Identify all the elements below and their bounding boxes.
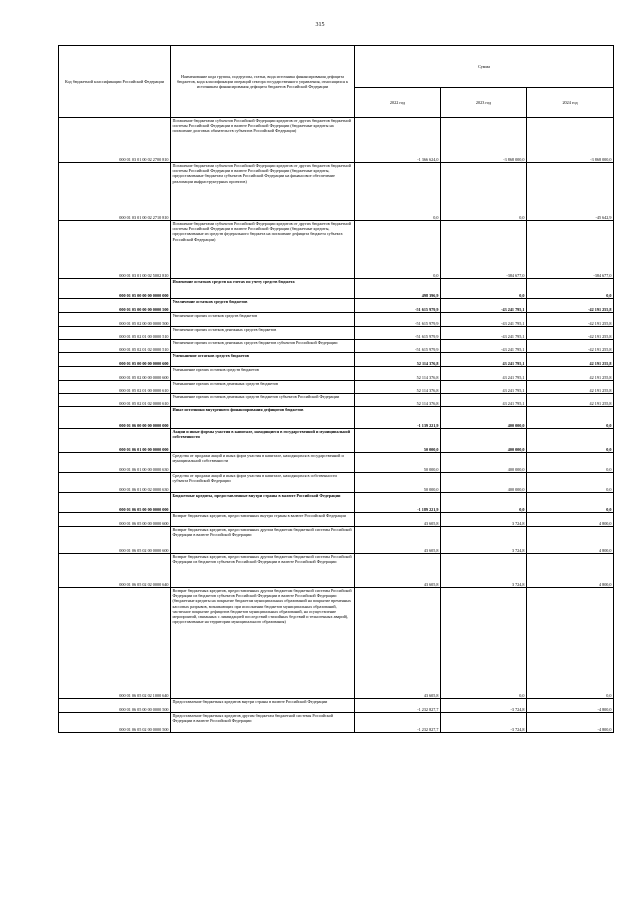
name-cell: Бюджетные кредиты, предоставленные внутри страны в валюте Российской Федерации bbox=[171, 493, 355, 513]
name-cell: Предоставление бюджетных кредитов внутри страны в валюте Российской Федерации bbox=[171, 699, 355, 713]
name-cell: Увеличение прочих остатков средств бюджетов bbox=[171, 313, 355, 327]
name-cell: Возврат бюджетных кредитов, предоставленных другим бюджетам бюджетной системы Российской Федерации из бюджетов субъектов Российской Федерации в валюте Российской Федерации (бюджетные кредиты на покрытие бюджетам муниципальных образований на покрытие временных кассовых разрывов, возникающих при исполнении бюджетов муниципальных образований, частичное покрытие дефицитов бюджетов муниципальных образований, на осуществление мероприятий, связанных с ликвидацией последствий стихийных бедствий и техногенных аварий), предоставленные на территории муниципального образования) bbox=[171, 588, 355, 699]
name-cell: Возврат бюджетных кредитов, предоставленных другим бюджетам бюджетной системы Российской Федерации в валюте Российской Федерации bbox=[171, 527, 355, 554]
name-cell: Иные источники внутреннего финансирования дефицитов бюджетов bbox=[171, 407, 355, 429]
value-2023-cell: -43 241 795,1 bbox=[441, 313, 527, 327]
name-cell: Возврат бюджетных кредитов, предоставленных другим бюджетам бюджетной системы Российской Федерации из бюджетов субъектов Российской Федерации в валюте Российской Федерации bbox=[171, 554, 355, 588]
value-2024-cell: 4 800,0 bbox=[527, 513, 614, 527]
table-row bbox=[59, 554, 614, 588]
budget-sources-table bbox=[58, 45, 614, 733]
value-2022-cell: 43 605,8 bbox=[355, 588, 441, 699]
value-2022-cell: -51 615 979,9 bbox=[355, 313, 441, 327]
value-2023-cell: 0,0 bbox=[441, 493, 527, 513]
code-cell: 000 01 06 05 00 00 0000 000 bbox=[59, 493, 171, 513]
table-row bbox=[59, 340, 614, 353]
header-code: Код бюджетной классификации Российской Федерации bbox=[59, 46, 171, 118]
code-cell: 000 01 06 01 00 00 0000 000 bbox=[59, 429, 171, 453]
value-2024-cell: 42 191 255,8 bbox=[527, 353, 614, 367]
page-number: 315 bbox=[315, 22, 325, 28]
value-2024-cell: -42 191 255,8 bbox=[527, 299, 614, 313]
value-2023-cell: -43 241 795,1 bbox=[441, 340, 527, 353]
value-2024-cell: 4 800,0 bbox=[527, 554, 614, 588]
code-cell: 000 01 06 05 02 00 0000 600 bbox=[59, 527, 171, 554]
header-name: Наименование кода группы, подгруппы, статьи, вида источника финансирования дефицита бюджетов, кода классификации операций сектора государственного управления, относящихся к источникам финансирования дефицита бюджетов Российской Федерации bbox=[171, 46, 355, 118]
code-cell: 000 01 06 05 00 00 0000 600 bbox=[59, 513, 171, 527]
name-cell: Средства от продажи акций и иных форм участия в капитале, находящихся в государственной и муниципальной собственности bbox=[171, 453, 355, 473]
name-cell: Уменьшение прочих остатков средств бюджетов bbox=[171, 367, 355, 381]
table-row bbox=[59, 493, 614, 513]
table-row bbox=[59, 699, 614, 713]
table-row bbox=[59, 513, 614, 527]
header-sum: Сумма bbox=[355, 46, 614, 88]
code-cell: 000 01 06 05 02 02 1000 640 bbox=[59, 588, 171, 699]
value-2022-cell: 498 396,9 bbox=[355, 279, 441, 299]
value-2023-cell: -3 724,8 bbox=[441, 699, 527, 713]
value-2023-cell: -384 677,0 bbox=[441, 221, 527, 279]
value-2022-cell: 0,0 bbox=[355, 221, 441, 279]
value-2022-cell: -1 139 221,9 bbox=[355, 407, 441, 429]
value-2022-cell: 43 605,8 bbox=[355, 527, 441, 554]
value-2023-cell: -43 241 795,1 bbox=[441, 299, 527, 313]
table-row bbox=[59, 353, 614, 367]
value-2024-cell: -4 800,0 bbox=[527, 699, 614, 713]
name-cell: Изменение остатков средств на счетах по учету средств бюджета bbox=[171, 279, 355, 299]
value-2022-cell: 52 114 376,8 bbox=[355, 394, 441, 407]
code-cell: 000 01 05 02 01 00 0000 610 bbox=[59, 381, 171, 394]
table-row bbox=[59, 381, 614, 394]
value-2024-cell: -42 191 255,8 bbox=[527, 340, 614, 353]
code-cell: 000 01 03 01 00 02 2710 810 bbox=[59, 163, 171, 221]
value-2022-cell: 0,0 bbox=[355, 163, 441, 221]
code-cell: 000 01 05 02 00 00 0000 500 bbox=[59, 313, 171, 327]
code-cell: 000 01 05 02 00 00 0000 600 bbox=[59, 367, 171, 381]
value-2024-cell: 42 191 255,8 bbox=[527, 381, 614, 394]
value-2024-cell: 0,0 bbox=[527, 429, 614, 453]
name-cell: Акции и иные формы участия в капитале, находящиеся в государственной и муниципальной собственности bbox=[171, 429, 355, 453]
value-2023-cell: 0,0 bbox=[441, 163, 527, 221]
header-year-2022: 2022 год bbox=[355, 88, 441, 118]
value-2022-cell: 43 605,8 bbox=[355, 513, 441, 527]
name-cell: Увеличение остатков средств бюджетов bbox=[171, 299, 355, 313]
table-row bbox=[59, 473, 614, 493]
value-2022-cell: -1 232 827,7 bbox=[355, 713, 441, 733]
code-cell: 000 01 06 05 02 00 0000 500 bbox=[59, 713, 171, 733]
table-row bbox=[59, 299, 614, 313]
value-2023-cell: -3 868 000,0 bbox=[441, 118, 527, 163]
code-cell: 000 01 03 01 00 02 5002 810 bbox=[59, 221, 171, 279]
code-cell: 000 01 05 00 00 00 0000 600 bbox=[59, 353, 171, 367]
value-2023-cell: 3 724,8 bbox=[441, 527, 527, 554]
value-2023-cell: 43 241 795,1 bbox=[441, 394, 527, 407]
table-row bbox=[59, 527, 614, 554]
value-2024-cell: 0,0 bbox=[527, 453, 614, 473]
table-row bbox=[59, 327, 614, 340]
value-2024-cell: -45 642,9 bbox=[527, 163, 614, 221]
value-2023-cell: 3 724,8 bbox=[441, 513, 527, 527]
name-cell: Погашение бюджетами субъектов Российской Федерации кредитов от других бюджетов бюджетной системы Российской Федерации в валюте Российской Федерации (бюджетные кредиты на погашение долговых обязательств субъектов Российской Федерации) bbox=[171, 118, 355, 163]
name-cell: Предоставление бюджетных кредитов другим бюджетам бюджетной системы Российской Федерации в валюте Российской Федерации bbox=[171, 713, 355, 733]
value-2023-cell: 0,0 bbox=[441, 279, 527, 299]
table-body bbox=[59, 118, 614, 733]
name-cell: Уменьшение остатков средств бюджетов bbox=[171, 353, 355, 367]
value-2024-cell: -42 191 255,8 bbox=[527, 327, 614, 340]
table-row bbox=[59, 313, 614, 327]
code-cell: 000 01 05 00 00 00 0000 000 bbox=[59, 279, 171, 299]
code-cell: 000 01 06 05 00 00 0000 500 bbox=[59, 699, 171, 713]
code-cell: 000 01 03 01 00 02 2700 810 bbox=[59, 118, 171, 163]
value-2022-cell: -1 366 624,0 bbox=[355, 118, 441, 163]
value-2023-cell: 43 241 795,1 bbox=[441, 367, 527, 381]
name-cell: Увеличение прочих остатков денежных средств бюджетов субъектов Российской Федерации bbox=[171, 340, 355, 353]
table-row bbox=[59, 429, 614, 453]
table-row bbox=[59, 367, 614, 381]
value-2024-cell: -3 868 000,0 bbox=[527, 118, 614, 163]
value-2022-cell: 50 000,0 bbox=[355, 429, 441, 453]
value-2022-cell: 52 114 376,8 bbox=[355, 367, 441, 381]
value-2024-cell: 0,0 bbox=[527, 279, 614, 299]
value-2022-cell: -51 615 979,9 bbox=[355, 299, 441, 313]
header-year-2024: 2024 год bbox=[527, 88, 614, 118]
value-2023-cell: 400 000,0 bbox=[441, 429, 527, 453]
value-2023-cell: 43 241 795,1 bbox=[441, 353, 527, 367]
table-row bbox=[59, 221, 614, 279]
value-2023-cell: 3 724,8 bbox=[441, 554, 527, 588]
name-cell: Уменьшение прочих остатков денежных средств бюджетов bbox=[171, 381, 355, 394]
table-row bbox=[59, 163, 614, 221]
table-row bbox=[59, 279, 614, 299]
name-cell: Погашение бюджетами субъектов Российской Федерации кредитов от других бюджетов бюджетной системы Российской Федерации в валюте Российской Федерации (бюджетные кредиты, предоставленные из средств федерального бюджета на погашение дефицита бюджета субъекта Российской Федерации) bbox=[171, 221, 355, 279]
value-2022-cell: 50 000,0 bbox=[355, 473, 441, 493]
value-2024-cell: 0,0 bbox=[527, 407, 614, 429]
value-2022-cell: -51 615 979,9 bbox=[355, 327, 441, 340]
value-2022-cell: -51 615 979,9 bbox=[355, 340, 441, 353]
value-2024-cell: -384 677,0 bbox=[527, 221, 614, 279]
name-cell: Средства от продажи акций и иных форм участия в капитале, находящихся в собственности субъекта Российской Федерации bbox=[171, 473, 355, 493]
table-row bbox=[59, 407, 614, 429]
table-row bbox=[59, 453, 614, 473]
code-cell: 000 01 06 01 00 02 0000 630 bbox=[59, 473, 171, 493]
value-2024-cell: -42 191 255,8 bbox=[527, 313, 614, 327]
code-cell: 000 01 05 00 00 00 0000 500 bbox=[59, 299, 171, 313]
value-2022-cell: 50 000,0 bbox=[355, 453, 441, 473]
name-cell: Уменьшение прочих остатков денежных средств бюджетов субъектов Российской Федерации bbox=[171, 394, 355, 407]
value-2024-cell: -4 800,0 bbox=[527, 713, 614, 733]
code-cell: 000 01 05 02 01 02 0000 510 bbox=[59, 340, 171, 353]
value-2023-cell: 0,0 bbox=[441, 588, 527, 699]
table-row bbox=[59, 394, 614, 407]
value-2022-cell: 43 605,8 bbox=[355, 554, 441, 588]
value-2022-cell: -1 189 221,9 bbox=[355, 493, 441, 513]
value-2022-cell: 52 114 376,8 bbox=[355, 381, 441, 394]
code-cell: 000 01 05 02 01 00 0000 510 bbox=[59, 327, 171, 340]
value-2023-cell: 43 241 795,1 bbox=[441, 381, 527, 394]
table-row bbox=[59, 588, 614, 699]
code-cell: 000 01 06 00 00 00 0000 000 bbox=[59, 407, 171, 429]
table-row bbox=[59, 118, 614, 163]
value-2023-cell: 400 000,0 bbox=[441, 453, 527, 473]
value-2024-cell: 42 191 255,8 bbox=[527, 367, 614, 381]
value-2023-cell: 400 000,0 bbox=[441, 473, 527, 493]
value-2024-cell: 0,0 bbox=[527, 588, 614, 699]
code-cell: 000 01 05 02 01 02 0000 610 bbox=[59, 394, 171, 407]
value-2024-cell: 42 191 255,8 bbox=[527, 394, 614, 407]
value-2024-cell: 0,0 bbox=[527, 473, 614, 493]
value-2022-cell: 52 114 376,8 bbox=[355, 353, 441, 367]
value-2023-cell: -3 724,8 bbox=[441, 713, 527, 733]
value-2024-cell: 0,0 bbox=[527, 493, 614, 513]
name-cell: Возврат бюджетных кредитов, предоставленных внутри страны в валюте Российской Федерации bbox=[171, 513, 355, 527]
code-cell: 000 01 06 05 02 02 0000 640 bbox=[59, 554, 171, 588]
value-2023-cell: 400 000,0 bbox=[441, 407, 527, 429]
code-cell: 000 01 06 01 00 00 0000 630 bbox=[59, 453, 171, 473]
value-2022-cell: -1 232 827,7 bbox=[355, 699, 441, 713]
name-cell: Погашение бюджетами субъектов Российской Федерации кредитов от других бюджетов бюджетной системы Российской Федерации в валюте Российской Федерации (бюджетные кредиты, предоставленные бюджетам субъектов Российской Федерации на финансовое обеспечение реализации инфраструктурных проектов) bbox=[171, 163, 355, 221]
value-2023-cell: -43 241 795,1 bbox=[441, 327, 527, 340]
table-row bbox=[59, 713, 614, 733]
value-2024-cell: 4 800,0 bbox=[527, 527, 614, 554]
header-year-2023: 2023 год bbox=[441, 88, 527, 118]
name-cell: Увеличение прочих остатков денежных средств бюджетов bbox=[171, 327, 355, 340]
